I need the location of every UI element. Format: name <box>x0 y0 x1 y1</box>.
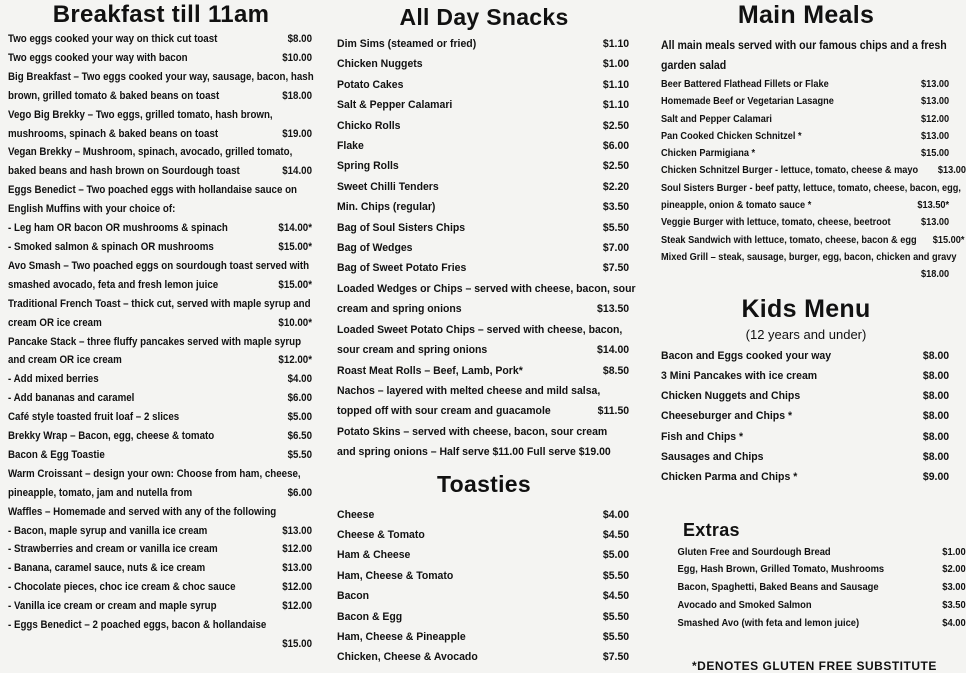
menu-item-price: $11.50 <box>597 405 630 418</box>
menu-item-name: - Banana, caramel sauce, nuts & ice cream <box>8 562 206 575</box>
menu-item <box>337 607 629 627</box>
menu-item-name: Potato Skins – served with cheese, bacon, sour cream <box>337 425 608 438</box>
menu-item <box>8 484 312 503</box>
menu-item <box>661 214 949 231</box>
menu-item <box>337 156 629 176</box>
menu-item-price: $2.20 <box>602 180 630 193</box>
menu-item-price: $13.00 <box>282 562 313 575</box>
menu-item <box>337 75 629 95</box>
menu-item-price: $5.50 <box>287 448 313 461</box>
menu-item <box>8 427 312 446</box>
menu-item-name: Bacon & Egg Toastie <box>8 448 105 461</box>
menu-item <box>661 76 949 93</box>
menu-item-price: $13.00 <box>920 130 950 142</box>
menu-item-name: Avo Smash – Two poached eggs on sourdough toast served with <box>8 259 310 272</box>
menu-item <box>337 586 629 606</box>
menu-item <box>337 401 629 421</box>
menu-item-price: $7.50 <box>602 651 630 664</box>
menu-item-name: cream OR ice cream <box>8 316 102 329</box>
main-heading: Main Meals <box>737 1 875 29</box>
menu-item-name: Chicken Parmigiana * <box>661 148 756 160</box>
menu-item-name: Salt & Pepper Calamari <box>337 99 453 112</box>
menu-item-price: $1.00 <box>602 58 630 71</box>
menu-item-name: Cheeseburger and Chips * <box>661 410 793 423</box>
menu-item-name: Min. Chips (regular) <box>337 201 436 214</box>
menu-item-name: Sweet Chilli Tenders <box>337 180 439 193</box>
menu-item-name: Potato Cakes <box>337 78 404 91</box>
snacks-heading: All Day Snacks <box>399 4 569 30</box>
menu-item-price: $4.00 <box>287 373 313 386</box>
menu-item-name: Two eggs cooked your way on thick cut toast <box>8 33 218 45</box>
menu-item-name: Salt and Pepper Calamari <box>661 113 772 125</box>
menu-item-price: $13.00 <box>282 524 313 537</box>
menu-item-name: Bag of Wedges <box>337 242 413 255</box>
menu-item <box>337 238 629 258</box>
menu-item <box>661 579 966 597</box>
menu-item-name: Gluten Free and Sourdough Bread <box>677 546 831 558</box>
menu-item <box>661 197 949 214</box>
menu-item-name: - Leg ham OR bacon OR mushrooms & spinach <box>8 222 228 235</box>
menu-item-price: $12.00 <box>920 113 950 125</box>
menu-item-name: Spring Rolls <box>337 160 399 173</box>
menu-item-price: $4.00 <box>602 508 630 521</box>
menu-item <box>661 597 966 615</box>
menu-item-name: Pancake Stack – three fluffy pancakes served with maple syrup <box>8 335 302 348</box>
menu-item-name: - Vanilla ice cream or cream and maple syrup <box>8 600 217 613</box>
menu-item-price: $12.00 <box>282 600 313 613</box>
menu-item-name: Traditional French Toast – thick cut, served with maple syrup and <box>8 297 311 310</box>
menu-item <box>8 49 312 68</box>
menu-item <box>661 266 949 283</box>
menu-item-name: Loaded Sweet Potato Chips – served with cheese, bacon, <box>337 323 623 336</box>
menu-item <box>8 465 312 484</box>
menu-item-price: $1.10 <box>602 38 630 50</box>
menu-item <box>8 143 312 162</box>
menu-item <box>337 177 629 197</box>
menu-item <box>661 346 949 366</box>
menu-item <box>661 145 949 162</box>
menu-item-price: $5.00 <box>602 549 630 562</box>
menu-item-name: Brekky Wrap – Bacon, egg, cheese & tomato <box>8 430 215 443</box>
toasties-list <box>337 505 631 668</box>
menu-item-price: $8.00 <box>287 33 313 45</box>
menu-item-name: Dim Sims (steamed or fried) <box>337 38 477 50</box>
menu-item-name: Bacon & Egg <box>337 610 403 623</box>
menu-item-name: Smashed Avo (with feta and lemon juice) <box>677 617 860 629</box>
menu-item-name: Bag of Sweet Potato Fries <box>337 262 467 275</box>
kids-subtitle: (12 years and under) <box>745 326 867 342</box>
menu-item <box>337 545 629 565</box>
menu-item-name: Chicken, Cheese & Avocado <box>337 651 478 664</box>
menu-item-name: Nachos – layered with melted cheese and mild salsa, <box>337 384 601 397</box>
menu-item <box>8 200 312 219</box>
menu-item-price: $2.50 <box>602 160 630 173</box>
menu-item-price: $8.00 <box>922 410 950 423</box>
menu-item-price: $5.00 <box>287 411 313 424</box>
menu-item-name: smashed avocado, feta and fresh lemon juice <box>8 278 219 291</box>
menu-item <box>8 370 312 389</box>
menu-item-price: $3.00 <box>942 582 966 594</box>
menu-item-name: 3 Mini Pancakes with ice cream <box>661 369 818 382</box>
menu-item <box>337 299 629 319</box>
menu-item-name: and cream OR ice cream <box>8 354 122 367</box>
menu-item-price: $6.00 <box>287 392 313 405</box>
breakfast-heading: Breakfast till 11am <box>52 1 270 28</box>
menu-item-name: pineapple, tomato, jam and nutella from <box>8 486 193 499</box>
menu-item <box>8 87 312 106</box>
menu-item-name: Waffles – Homemade and served with any of the following <box>8 505 277 518</box>
menu-item-price: $8.50 <box>602 364 630 377</box>
menu-item <box>337 320 629 340</box>
menu-item-name: mushrooms, spinach & baked beans on toast <box>8 127 219 140</box>
kids-list <box>661 346 951 488</box>
menu-item <box>8 635 312 654</box>
menu-item-name: Chicko Rolls <box>337 119 401 132</box>
menu-item <box>8 181 312 200</box>
extras-heading: Extras <box>683 519 740 540</box>
menu-item-price: $1.00 <box>942 546 966 558</box>
menu-item <box>8 106 312 125</box>
menu-item <box>337 136 629 156</box>
menu-item <box>337 381 629 401</box>
menu-item <box>8 351 312 370</box>
menu-item <box>337 34 629 54</box>
menu-item-price: $18.00 <box>282 89 313 102</box>
menu-item-name: Veggie Burger with lettuce, tomato, cheese, beetroot <box>661 217 891 229</box>
menu-item <box>8 276 312 295</box>
snacks-column <box>337 0 636 668</box>
menu-item <box>337 95 629 115</box>
menu-item <box>661 427 949 447</box>
menu-item-name: Steak Sandwich with lettuce, tomato, cheese, bacon & egg <box>661 234 917 246</box>
menu-item-price: $3.50 <box>602 201 630 214</box>
menu-item <box>8 503 312 522</box>
main-column <box>661 0 966 633</box>
menu-item <box>8 295 312 314</box>
menu-item-price: $5.50 <box>602 569 630 582</box>
menu-item <box>337 116 629 136</box>
menu-item-name: Homemade Beef or Vegetarian Lasagne <box>661 96 834 108</box>
menu-item-name: Flake <box>337 140 364 153</box>
menu-item-price: $14.00* <box>278 222 313 235</box>
menu-item-price: $6.50 <box>287 430 313 443</box>
menu-item <box>661 162 966 179</box>
menu-item <box>8 219 312 238</box>
menu-item <box>661 128 949 145</box>
menu-item <box>661 544 966 562</box>
menu-item-price: $6.00 <box>287 486 313 499</box>
menu-item-price: $7.00 <box>602 242 630 255</box>
menu-item-price: $12.00 <box>282 543 313 556</box>
menu-item-name: Avocado and Smoked Salmon <box>677 600 812 612</box>
menu-item-name: Chicken Parma and Chips * <box>661 471 798 484</box>
menu-item <box>337 566 629 586</box>
menu-item <box>337 218 629 238</box>
menu-item <box>8 616 312 635</box>
menu-item-name: Chicken Nuggets <box>337 58 423 71</box>
menu-item <box>337 340 629 360</box>
menu-item-price: $15.00* <box>278 240 313 253</box>
menu-item-price: $7.50 <box>602 262 630 275</box>
menu-item-name: - Add mixed berries <box>8 373 99 386</box>
menu-item <box>661 386 949 406</box>
menu-item-name: Ham, Cheese & Pineapple <box>337 630 466 643</box>
menu-item-name: Egg, Hash Brown, Grilled Tomato, Mushrooms <box>677 564 885 576</box>
menu-item <box>661 366 949 386</box>
menu-item-price: $9.00 <box>922 471 950 484</box>
menu-item-name: Cheese & Tomato <box>337 528 425 541</box>
menu-item <box>661 406 949 426</box>
menu-item-price: $15.00 <box>282 638 313 650</box>
menu-item-name: Roast Meat Rolls – Beef, Lamb, Pork* <box>337 364 523 377</box>
menu-item-price: $8.00 <box>922 390 950 403</box>
menu-item <box>8 238 312 257</box>
menu-item <box>661 111 949 128</box>
menu-item-price: $8.00 <box>922 451 950 464</box>
menu-item-price: $13.00 <box>920 217 950 229</box>
menu-item <box>8 446 312 465</box>
menu-item-price: $10.00* <box>278 316 313 329</box>
menu-item-name: - Bacon, maple syrup and vanilla ice cream <box>8 524 208 537</box>
menu-item-price: $18.00 <box>920 269 950 281</box>
menu-item-name: Café style toasted fruit loaf – 2 slices <box>8 411 180 424</box>
menu-item <box>661 249 957 266</box>
menu-item-name: Bacon and Eggs cooked your way <box>661 349 832 362</box>
menu-item <box>661 467 949 487</box>
menu-item-price: $15.00* <box>278 278 313 291</box>
menu-item-price: $13.00 <box>920 96 950 108</box>
breakfast-list <box>8 30 314 654</box>
menu-item <box>337 627 629 647</box>
menu-item <box>8 257 312 276</box>
menu-item-name: - Smoked salmon & spinach OR mushrooms <box>8 240 214 253</box>
menu-item-name: - Eggs Benedict – 2 poached eggs, bacon & hollandaise <box>8 619 267 632</box>
menu-item-name: Pan Cooked Chicken Schnitzel * <box>661 130 802 142</box>
toasties-heading: Toasties <box>436 470 531 497</box>
menu-item <box>337 422 629 442</box>
menu-item-price: $13.00 <box>920 79 950 90</box>
gluten-free-note: *DENOTES GLUTEN FREE SUBSTITUTE <box>692 659 937 673</box>
menu-item-name: sour cream and spring onions <box>337 344 488 357</box>
menu-item-price: $10.00 <box>282 51 313 64</box>
menu-item-name: Fish and Chips * <box>661 430 744 443</box>
menu-item-price: $8.00 <box>922 369 950 382</box>
menu-item-name: Vego Big Brekky – Two eggs, grilled tomato, hash brown, <box>8 108 273 121</box>
menu-item <box>337 197 629 217</box>
menu-item-price: $3.50 <box>942 600 966 612</box>
menu-item-name: baked beans and hash brown on Sourdough toast <box>8 165 240 178</box>
menu-item <box>337 647 629 667</box>
menu-item-price: $13.50* <box>917 200 950 212</box>
menu-item-price: $19.00 <box>282 127 313 140</box>
menu-item <box>661 615 966 633</box>
menu-item <box>8 408 312 427</box>
menu-item-price: $5.50 <box>602 630 630 643</box>
main-intro-line2: garden salad <box>661 60 727 72</box>
menu-item-name: Vegan Brekky – Mushroom, spinach, avocado, grilled tomato, <box>8 146 293 159</box>
menu-item-name: Two eggs cooked your way with bacon <box>8 51 188 64</box>
menu-item <box>661 93 949 110</box>
menu-item-name: Sausages and Chips <box>661 451 764 464</box>
menu-item-price: $4.00 <box>942 617 966 629</box>
menu-item <box>661 232 965 249</box>
menu-item <box>661 447 949 467</box>
menu-item-name: topped off with sour cream and guacamole <box>337 405 551 418</box>
menu-item-price: $13.00 <box>937 165 966 177</box>
menu-item-name: brown, grilled tomato & baked beans on toast <box>8 89 220 102</box>
menu-item <box>337 505 629 525</box>
menu-item-name: Chicken Nuggets and Chips <box>661 390 801 403</box>
menu-item-name: Warm Croissant – design your own: Choose from ham, cheese, <box>8 467 301 480</box>
menu-item-name: English Muffins with your choice of: <box>8 203 176 216</box>
menu-item <box>8 162 312 181</box>
menu-item-price: $4.50 <box>602 590 630 603</box>
menu-item-price: $14.00 <box>282 165 313 178</box>
menu-item-price: $2.50 <box>602 119 630 132</box>
menu-item-name: - Strawberries and cream or vanilla ice cream <box>8 543 218 556</box>
menu-item-name: Bag of Soul Sisters Chips <box>337 221 466 234</box>
menu-item <box>337 361 629 381</box>
main-intro-line1: All main meals served with our famous chips and a fresh <box>661 40 947 52</box>
menu-item-price: $5.50 <box>602 610 630 623</box>
menu-item <box>337 442 629 462</box>
menu-item <box>8 125 312 144</box>
snacks-list <box>337 34 636 463</box>
menu-item-name: - Chocolate pieces, choc ice cream & choc sauce <box>8 581 236 594</box>
menu-item-price: $4.50 <box>602 528 630 541</box>
menu-item-name: Soul Sisters Burger - beef patty, lettuce, tomato, cheese, bacon, egg, <box>661 182 961 194</box>
menu-item <box>661 561 966 579</box>
menu-item-price: $15.00 <box>920 148 950 160</box>
menu-item-name: Ham, Cheese & Tomato <box>337 569 454 582</box>
menu-item-name: Beer Battered Flathead Fillets or Flake <box>661 79 829 90</box>
menu-item <box>8 578 312 597</box>
menu-item-name: Eggs Benedict – Two poached eggs with hollandaise sauce on <box>8 184 298 197</box>
menu-item <box>337 54 629 74</box>
menu-item <box>337 258 629 278</box>
menu-item-name: Big Breakfast – Two eggs cooked your way, sausage, bacon, hash <box>8 70 314 83</box>
menu-item-price: $6.00 <box>602 140 630 153</box>
menu-item-price: $1.10 <box>602 99 630 112</box>
menu-item-name: Bacon, Spaghetti, Baked Beans and Sausage <box>677 582 879 594</box>
menu-item-price: $5.50 <box>602 221 630 234</box>
menu-item <box>661 180 961 197</box>
main-list <box>661 76 966 284</box>
menu-item <box>8 522 312 541</box>
menu-item-price: $14.00 <box>597 344 630 357</box>
menu-item <box>337 525 629 545</box>
menu-item <box>8 333 312 352</box>
menu-item <box>8 389 312 408</box>
menu-item-name: cream and spring onions <box>337 303 462 316</box>
extras-list <box>661 544 966 633</box>
menu-item-price: $13.50 <box>597 303 630 316</box>
menu-item-name: Chicken Schnitzel Burger - lettuce, tomato, cheese & mayo <box>661 165 919 177</box>
menu-item-name: Ham & Cheese <box>337 549 411 562</box>
menu-item <box>8 68 312 87</box>
menu-item <box>8 597 312 616</box>
menu-item-price: $12.00* <box>278 354 313 367</box>
menu-item <box>8 559 312 578</box>
menu-item-price: $2.00 <box>942 564 966 576</box>
menu-item <box>8 314 312 333</box>
menu-item <box>337 279 636 299</box>
breakfast-column <box>8 0 314 654</box>
menu-item <box>8 540 312 559</box>
menu-item-name: Loaded Wedges or Chips – served with cheese, bacon, sour <box>337 282 636 295</box>
menu-item-name: - Add bananas and caramel <box>8 392 135 405</box>
menu-item <box>8 30 312 49</box>
menu-item-price: $15.00* <box>932 234 965 246</box>
menu-item-name: Cheese <box>337 508 375 521</box>
kids-heading: Kids Menu <box>741 294 871 323</box>
menu-item-name: and spring onions – Half serve $11.00 Full serve $19.00 <box>337 446 611 459</box>
menu-item-name: pineapple, onion & tomato sauce * <box>661 200 812 212</box>
menu-item-price: $8.00 <box>922 430 950 443</box>
menu-item-name: Bacon <box>337 590 370 603</box>
menu-item-price: $12.00 <box>282 581 313 594</box>
menu-item-price: $1.10 <box>602 78 630 91</box>
menu-item-price: $8.00 <box>922 349 950 362</box>
menu-item-name: Mixed Grill – steak, sausage, burger, egg, bacon, chicken and gravy <box>661 251 957 263</box>
